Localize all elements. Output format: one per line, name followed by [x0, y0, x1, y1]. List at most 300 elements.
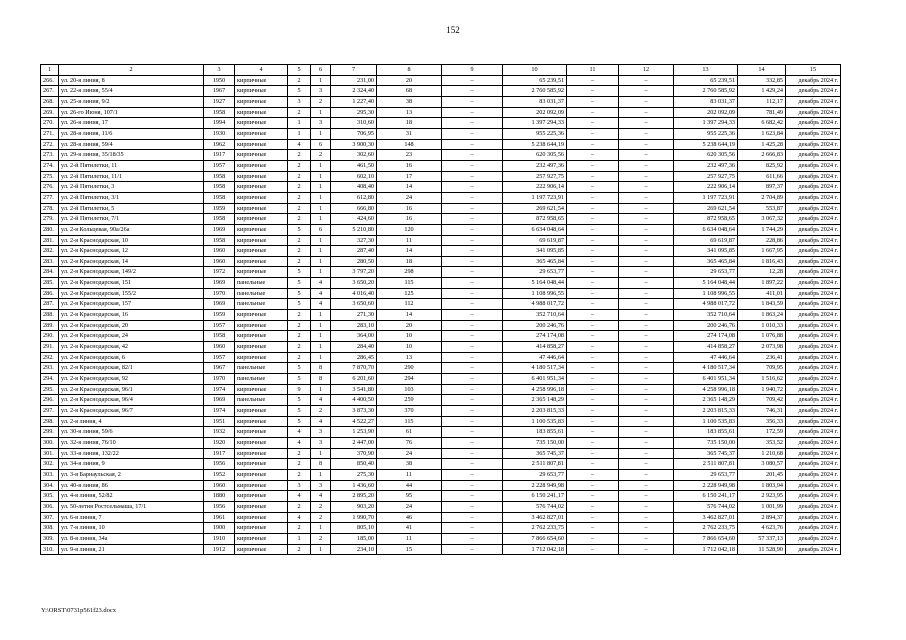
entrances-cell: 4 — [311, 278, 331, 289]
entrances-cell: 1 — [311, 448, 331, 459]
apartments-cell: 61 — [377, 427, 442, 438]
wall-material-cell: кирпичные — [235, 406, 288, 417]
cost-col11-cell: – — [567, 384, 619, 395]
cost-per-sqm-cell: 2 894,37 — [738, 512, 786, 523]
row-number-cell: 270. — [41, 118, 59, 129]
cost-col9-cell: – — [442, 523, 503, 534]
floors-cell: 2 — [288, 160, 311, 171]
floors-cell: 5 — [288, 278, 311, 289]
cost-col13-cell: 7 866 654,60 — [674, 533, 738, 544]
cost-per-sqm-cell: 12,28 — [738, 267, 786, 278]
cost-col13-cell: 955 225,36 — [674, 128, 738, 139]
table-row — [41, 246, 841, 257]
total-area-cell: 2 324,40 — [331, 86, 377, 97]
cost-col12-cell: – — [619, 299, 674, 310]
row-number-cell: 277. — [41, 192, 59, 203]
apartments-cell: 95 — [377, 491, 442, 502]
cost-per-sqm-cell: 1 001,99 — [738, 501, 786, 512]
entrances-cell: 1 — [311, 320, 331, 331]
cost-per-sqm-cell: 1 843,59 — [738, 299, 786, 310]
total-area-cell: 231,00 — [331, 75, 377, 86]
wall-material-cell: кирпичные — [235, 86, 288, 97]
cost-col12-cell: – — [619, 224, 674, 235]
row-number-cell: 280. — [41, 224, 59, 235]
wall-material-cell: кирпичные — [235, 427, 288, 438]
table-row — [41, 427, 841, 438]
floors-cell: 2 — [288, 192, 311, 203]
wall-material-cell: кирпичные — [235, 150, 288, 161]
year-built-cell: 1930 — [204, 128, 235, 139]
wall-material-cell: кирпичные — [235, 469, 288, 480]
completion-date-cell: декабрь 2024 г. — [786, 278, 841, 289]
cost-col11-cell: – — [567, 395, 619, 406]
cost-total-cell: 352 710,64 — [503, 310, 567, 321]
floors-cell: 5 — [288, 267, 311, 278]
year-built-cell: 1967 — [204, 363, 235, 374]
completion-date-cell: декабрь 2024 г. — [786, 437, 841, 448]
cost-total-cell: 200 246,76 — [503, 320, 567, 331]
cost-col12-cell: – — [619, 374, 674, 385]
row-number-cell: 296. — [41, 395, 59, 406]
cost-per-sqm-cell: 1 623,84 — [738, 128, 786, 139]
cost-per-sqm-cell: 1 816,43 — [738, 256, 786, 267]
cost-col12-cell: – — [619, 363, 674, 374]
cost-col12-cell: – — [619, 256, 674, 267]
total-area-cell: 295,30 — [331, 107, 377, 118]
floors-cell: 2 — [288, 107, 311, 118]
floors-cell: 2 — [288, 331, 311, 342]
floors-cell: 1 — [288, 533, 311, 544]
completion-date-cell: декабрь 2024 г. — [786, 406, 841, 417]
completion-date-cell: декабрь 2024 г. — [786, 139, 841, 150]
floors-cell: 2 — [288, 320, 311, 331]
apartments-cell: 24 — [377, 192, 442, 203]
floors-cell: 5 — [288, 374, 311, 385]
address-cell: ул. 2-й Пятилетки, 11 — [59, 160, 204, 171]
apartments-cell: 76 — [377, 437, 442, 448]
row-number-cell: 287. — [41, 299, 59, 310]
cost-col13-cell: 6 150 241,17 — [674, 491, 738, 502]
wall-material-cell: кирпичные — [235, 171, 288, 182]
cost-col9-cell: – — [442, 501, 503, 512]
column-number: 2 — [59, 65, 204, 76]
entrances-cell: 4 — [311, 299, 331, 310]
cost-total-cell: 29 653,77 — [503, 267, 567, 278]
completion-date-cell: декабрь 2024 г. — [786, 235, 841, 246]
total-area-cell: 4 400,50 — [331, 395, 377, 406]
column-number: 12 — [619, 65, 674, 76]
year-built-cell: 1920 — [204, 437, 235, 448]
cost-col13-cell: 1 108 996,55 — [674, 288, 738, 299]
cost-col12-cell: – — [619, 235, 674, 246]
total-area-cell: 612,80 — [331, 192, 377, 203]
completion-date-cell: декабрь 2024 г. — [786, 384, 841, 395]
address-cell: ул. 28-я линия, 59/4 — [59, 139, 204, 150]
cost-col12-cell: – — [619, 437, 674, 448]
entrances-cell: 1 — [311, 331, 331, 342]
wall-material-cell: кирпичные — [235, 75, 288, 86]
cost-total-cell: 69 619,87 — [503, 235, 567, 246]
entrances-cell: 1 — [311, 469, 331, 480]
cost-col13-cell: 1 197 723,91 — [674, 192, 738, 203]
year-built-cell: 1969 — [204, 278, 235, 289]
cost-col12-cell: – — [619, 128, 674, 139]
year-built-cell: 1959 — [204, 310, 235, 321]
wall-material-cell: кирпичные — [235, 192, 288, 203]
cost-col9-cell: – — [442, 224, 503, 235]
wall-material-cell: панельные — [235, 288, 288, 299]
entrances-cell: 1 — [311, 523, 331, 534]
address-cell: ул. 50-летия Ростсельмаша, 17/1 — [59, 501, 204, 512]
apartments-cell: 11 — [377, 533, 442, 544]
floors-cell: 2 — [288, 501, 311, 512]
cost-total-cell: 6 150 241,17 — [503, 491, 567, 502]
column-number-row — [41, 65, 841, 76]
cost-col9-cell: – — [442, 267, 503, 278]
cost-per-sqm-cell: 411,01 — [738, 288, 786, 299]
completion-date-cell: декабрь 2024 г. — [786, 512, 841, 523]
year-built-cell: 1970 — [204, 374, 235, 385]
cost-col12-cell: – — [619, 416, 674, 427]
page-number: 152 — [446, 25, 460, 35]
column-number: 5 — [288, 65, 311, 76]
address-cell: ул. 8-я линия, 34а — [59, 533, 204, 544]
table-row — [41, 491, 841, 502]
completion-date-cell: декабрь 2024 г. — [786, 86, 841, 97]
table-row — [41, 384, 841, 395]
cost-col12-cell: – — [619, 342, 674, 353]
apartments-cell: 120 — [377, 224, 442, 235]
cost-per-sqm-cell: 172,59 — [738, 427, 786, 438]
total-area-cell: 284,40 — [331, 342, 377, 353]
cost-col12-cell: – — [619, 469, 674, 480]
cost-total-cell: 4 988 017,72 — [503, 299, 567, 310]
table-row — [41, 86, 841, 97]
wall-material-cell: кирпичные — [235, 160, 288, 171]
cost-per-sqm-cell: 1 076,88 — [738, 331, 786, 342]
address-cell: ул. 2-я Краснодарская, 96/1 — [59, 384, 204, 395]
floors-cell: 2 — [288, 523, 311, 534]
entrances-cell: 2 — [311, 96, 331, 107]
cost-col12-cell: – — [619, 118, 674, 129]
year-built-cell: 1960 — [204, 256, 235, 267]
table-row — [41, 256, 841, 267]
year-built-cell: 1957 — [204, 320, 235, 331]
cost-col12-cell: – — [619, 160, 674, 171]
floors-cell: 2 — [288, 171, 311, 182]
cost-col11-cell: – — [567, 150, 619, 161]
table-row — [41, 192, 841, 203]
apartments-cell: 38 — [377, 96, 442, 107]
total-area-cell: 302,60 — [331, 150, 377, 161]
address-cell: ул. 2-я Краснодарская, 20 — [59, 320, 204, 331]
cost-col9-cell: – — [442, 246, 503, 257]
floors-cell: 5 — [288, 395, 311, 406]
cost-col12-cell: – — [619, 107, 674, 118]
floors-cell: 2 — [288, 459, 311, 470]
row-number-cell: 293. — [41, 363, 59, 374]
entrances-cell: 2 — [311, 512, 331, 523]
cost-col11-cell: – — [567, 139, 619, 150]
apartments-cell: 44 — [377, 480, 442, 491]
wall-material-cell: кирпичные — [235, 224, 288, 235]
wall-material-cell: кирпичные — [235, 448, 288, 459]
cost-col11-cell: – — [567, 256, 619, 267]
row-number-cell: 275. — [41, 171, 59, 182]
address-cell: ул. 2-й Пятилетки, 7/1 — [59, 214, 204, 225]
address-cell: ул. 2-я Краснодарская, 92 — [59, 374, 204, 385]
table-row — [41, 139, 841, 150]
cost-col11-cell: – — [567, 278, 619, 289]
row-number-cell: 288. — [41, 310, 59, 321]
entrances-cell: 1 — [311, 192, 331, 203]
completion-date-cell: декабрь 2024 г. — [786, 416, 841, 427]
wall-material-cell: кирпичные — [235, 118, 288, 129]
entrances-cell: 8 — [311, 363, 331, 374]
cost-col13-cell: 274 174,08 — [674, 331, 738, 342]
total-area-cell: 3 650,20 — [331, 278, 377, 289]
table-row — [41, 342, 841, 353]
entrances-cell: 1 — [311, 160, 331, 171]
entrances-cell: 1 — [311, 342, 331, 353]
cost-per-sqm-cell: 201,45 — [738, 469, 786, 480]
completion-date-cell: декабрь 2024 г. — [786, 214, 841, 225]
cost-col11-cell: – — [567, 416, 619, 427]
cost-col12-cell: – — [619, 86, 674, 97]
floors-cell: 2 — [288, 448, 311, 459]
cost-col9-cell: – — [442, 469, 503, 480]
cost-col11-cell: – — [567, 512, 619, 523]
cost-col12-cell: – — [619, 246, 674, 257]
address-cell: ул. 2-я Краснодарская, 6 — [59, 352, 204, 363]
cost-col12-cell: – — [619, 214, 674, 225]
cost-col13-cell: 2 762 233,75 — [674, 523, 738, 534]
cost-col11-cell: – — [567, 246, 619, 257]
cost-col13-cell: 257 927,75 — [674, 171, 738, 182]
total-area-cell: 364,00 — [331, 331, 377, 342]
apartments-cell: 38 — [377, 459, 442, 470]
column-number: 13 — [674, 65, 738, 76]
total-area-cell: 271,30 — [331, 310, 377, 321]
wall-material-cell: кирпичные — [235, 182, 288, 193]
apartments-cell: 148 — [377, 139, 442, 150]
completion-date-cell: декабрь 2024 г. — [786, 310, 841, 321]
cost-col9-cell: – — [442, 96, 503, 107]
cost-col9-cell: – — [442, 118, 503, 129]
cost-total-cell: 872 958,65 — [503, 214, 567, 225]
cost-col11-cell: – — [567, 469, 619, 480]
apartments-cell: 14 — [377, 182, 442, 193]
year-built-cell: 1958 — [204, 107, 235, 118]
cost-col12-cell: – — [619, 171, 674, 182]
cost-col13-cell: 1 100 535,83 — [674, 416, 738, 427]
address-cell: ул. 2-я Кольцевая, 90а/26а — [59, 224, 204, 235]
cost-per-sqm-cell: 709,95 — [738, 363, 786, 374]
entrances-cell: 4 — [311, 288, 331, 299]
completion-date-cell: декабрь 2024 г. — [786, 342, 841, 353]
cost-col13-cell: 183 855,61 — [674, 427, 738, 438]
cost-col9-cell: – — [442, 288, 503, 299]
floors-cell: 5 — [288, 224, 311, 235]
cost-col12-cell: – — [619, 491, 674, 502]
cost-col12-cell: – — [619, 384, 674, 395]
cost-col9-cell: – — [442, 214, 503, 225]
cost-col11-cell: – — [567, 107, 619, 118]
cost-col9-cell: – — [442, 533, 503, 544]
cost-col11-cell: – — [567, 128, 619, 139]
column-number: 7 — [331, 65, 377, 76]
cost-total-cell: 2 511 807,81 — [503, 459, 567, 470]
entrances-cell: 3 — [311, 427, 331, 438]
address-cell: ул. 2-я Краснодарская, 96/7 — [59, 406, 204, 417]
entrances-cell: 4 — [311, 395, 331, 406]
floors-cell: 2 — [288, 203, 311, 214]
cost-per-sqm-cell: 1 210,68 — [738, 448, 786, 459]
document-path: Y:\ORST\0731p561f23.docx — [41, 607, 117, 614]
cost-col13-cell: 5 238 644,19 — [674, 139, 738, 150]
year-built-cell: 1958 — [204, 182, 235, 193]
row-number-cell: 306. — [41, 501, 59, 512]
cost-col11-cell: – — [567, 448, 619, 459]
floors-cell: 3 — [288, 480, 311, 491]
row-number-cell: 273. — [41, 150, 59, 161]
cost-col12-cell: – — [619, 267, 674, 278]
wall-material-cell: кирпичные — [235, 459, 288, 470]
wall-material-cell: кирпичные — [235, 437, 288, 448]
address-cell: ул. 2-я Краснодарская, 155/2 — [59, 288, 204, 299]
floors-cell: 9 — [288, 384, 311, 395]
table-row — [41, 107, 841, 118]
address-cell: ул. 2-я Краснодарская, 82/1 — [59, 363, 204, 374]
floors-cell: 2 — [288, 342, 311, 353]
cost-per-sqm-cell: 356,33 — [738, 416, 786, 427]
register-table — [40, 64, 841, 555]
cost-col13-cell: 4 180 517,34 — [674, 363, 738, 374]
year-built-cell: 1972 — [204, 267, 235, 278]
year-built-cell: 1880 — [204, 491, 235, 502]
cost-total-cell: 620 305,56 — [503, 150, 567, 161]
row-number-cell: 276. — [41, 182, 59, 193]
cost-col12-cell: – — [619, 139, 674, 150]
entrances-cell: 1 — [311, 75, 331, 86]
cost-col12-cell: – — [619, 150, 674, 161]
cost-col11-cell: – — [567, 544, 619, 555]
cost-col12-cell: – — [619, 192, 674, 203]
cost-col11-cell: – — [567, 437, 619, 448]
cost-total-cell: 955 225,36 — [503, 128, 567, 139]
table-row — [41, 118, 841, 129]
cost-total-cell: 202 092,09 — [503, 107, 567, 118]
completion-date-cell: декабрь 2024 г. — [786, 491, 841, 502]
apartments-cell: 103 — [377, 384, 442, 395]
floors-cell: 5 — [288, 416, 311, 427]
total-area-cell: 4 016,40 — [331, 288, 377, 299]
total-area-cell: 1 227,40 — [331, 96, 377, 107]
cost-col9-cell: – — [442, 363, 503, 374]
cost-col9-cell: – — [442, 331, 503, 342]
address-cell: ул. 2-я Краснодарская, 151 — [59, 278, 204, 289]
apartments-cell: 16 — [377, 203, 442, 214]
year-built-cell: 1956 — [204, 459, 235, 470]
completion-date-cell: декабрь 2024 г. — [786, 501, 841, 512]
row-number-cell: 269. — [41, 107, 59, 118]
year-built-cell: 1962 — [204, 139, 235, 150]
cost-col9-cell: – — [442, 310, 503, 321]
total-area-cell: 234,10 — [331, 544, 377, 555]
cost-col9-cell: – — [442, 416, 503, 427]
column-number: 4 — [235, 65, 288, 76]
cost-col13-cell: 2 365 148,29 — [674, 395, 738, 406]
cost-total-cell: 365 465,84 — [503, 256, 567, 267]
completion-date-cell: декабрь 2024 г. — [786, 331, 841, 342]
cost-total-cell: 47 446,64 — [503, 352, 567, 363]
entrances-cell: 8 — [311, 459, 331, 470]
floors-cell: 4 — [288, 512, 311, 523]
cost-total-cell: 7 866 654,60 — [503, 533, 567, 544]
apartments-cell: 125 — [377, 288, 442, 299]
entrances-cell: 1 — [311, 214, 331, 225]
cost-col11-cell: – — [567, 459, 619, 470]
total-area-cell: 6 201,60 — [331, 374, 377, 385]
row-number-cell: 278. — [41, 203, 59, 214]
cost-total-cell: 1 397 294,33 — [503, 118, 567, 129]
table-row — [41, 160, 841, 171]
total-area-cell: 1 436,60 — [331, 480, 377, 491]
completion-date-cell: декабрь 2024 г. — [786, 224, 841, 235]
cost-col11-cell: – — [567, 501, 619, 512]
address-cell: ул. 30-я линия, 59/6 — [59, 427, 204, 438]
cost-per-sqm-cell: 6 682,42 — [738, 118, 786, 129]
cost-total-cell: 2 762 233,75 — [503, 523, 567, 534]
cost-col9-cell: – — [442, 384, 503, 395]
total-area-cell: 602,10 — [331, 171, 377, 182]
cost-col11-cell: – — [567, 160, 619, 171]
cost-col12-cell: – — [619, 320, 674, 331]
cost-col11-cell: – — [567, 406, 619, 417]
cost-col13-cell: 6 634 048,64 — [674, 224, 738, 235]
floors-cell: 5 — [288, 363, 311, 374]
year-built-cell: 1950 — [204, 75, 235, 86]
apartments-cell: 20 — [377, 320, 442, 331]
cost-per-sqm-cell: 1 863,24 — [738, 310, 786, 321]
table-row — [41, 406, 841, 417]
total-area-cell: 903,20 — [331, 501, 377, 512]
cost-col13-cell: 4 258 996,18 — [674, 384, 738, 395]
apartments-cell: 20 — [377, 75, 442, 86]
address-cell: ул. 2-й Пятилетки, 3 — [59, 182, 204, 193]
apartments-cell: 24 — [377, 501, 442, 512]
cost-col9-cell: – — [442, 235, 503, 246]
wall-material-cell: кирпичные — [235, 214, 288, 225]
cost-per-sqm-cell: 1 425,28 — [738, 139, 786, 150]
wall-material-cell: кирпичные — [235, 107, 288, 118]
cost-col11-cell: – — [567, 75, 619, 86]
apartments-cell: 46 — [377, 512, 442, 523]
entrances-cell: 1 — [311, 182, 331, 193]
cost-total-cell: 6 401 951,34 — [503, 374, 567, 385]
table-row — [41, 363, 841, 374]
table-row — [41, 459, 841, 470]
column-number: 3 — [204, 65, 235, 76]
total-area-cell: 286,45 — [331, 352, 377, 363]
entrances-cell: 4 — [311, 491, 331, 502]
cost-col13-cell: 576 744,02 — [674, 501, 738, 512]
cost-col11-cell: – — [567, 171, 619, 182]
cost-col12-cell: – — [619, 406, 674, 417]
address-cell: ул. 9-я линия, 21 — [59, 544, 204, 555]
column-number: 15 — [786, 65, 841, 76]
cost-col12-cell: – — [619, 203, 674, 214]
